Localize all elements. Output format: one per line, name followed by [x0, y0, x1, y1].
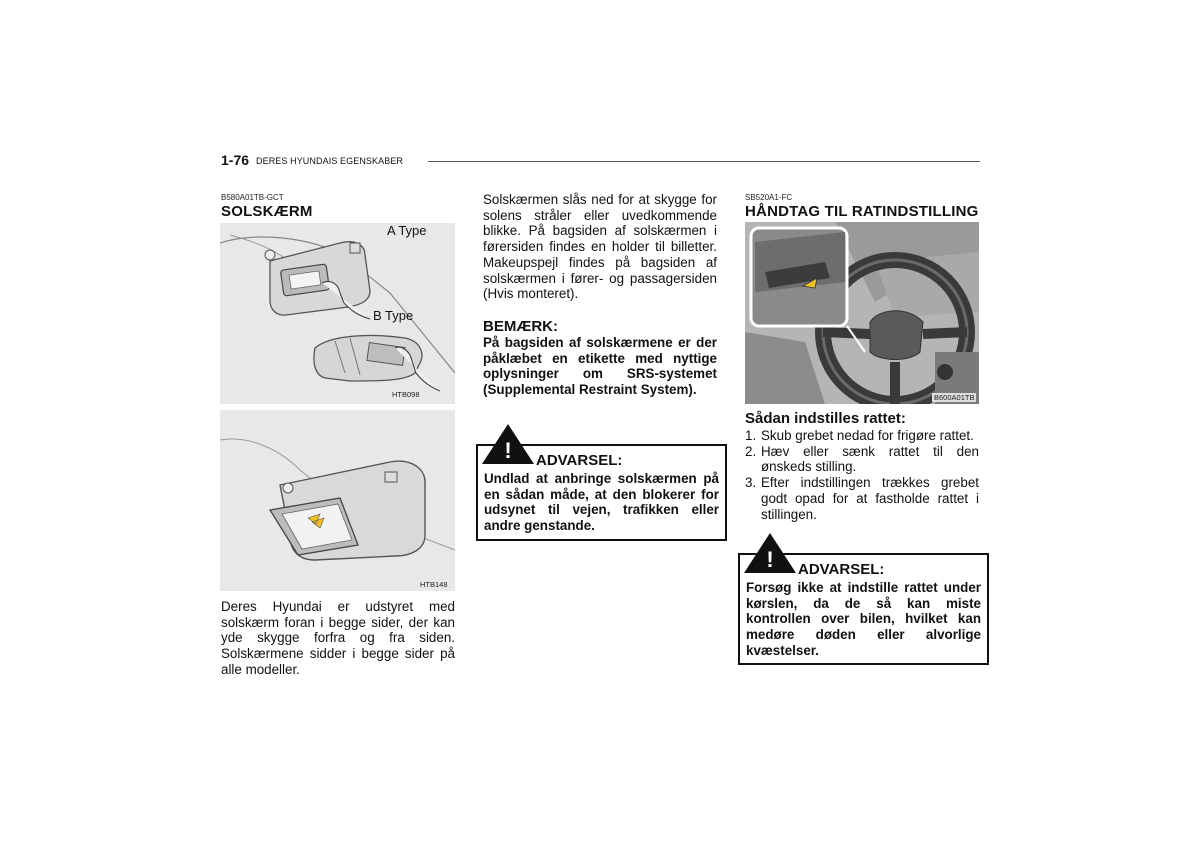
warning-box	[476, 438, 727, 541]
list-item: 3. Efter indstillingen trækkes grebet godt opad for at fastholde rattet i stillingen.	[745, 475, 979, 522]
page-number: 1-76	[221, 152, 250, 168]
svg-text:!: !	[504, 438, 512, 463]
sunvisor-intro-text: Deres Hyundai er udstyret med solskærm foran i begge sider, der kan yde skygge forfra og fra siden. Solskærmene sidder i begge sider på alle modeller.	[221, 599, 455, 677]
sunvisor-figure-types	[220, 223, 455, 404]
note-title: BEMÆRK:	[483, 318, 558, 335]
warning-text: Undlad at anbringe solskærmen på en sådan måde, at den blokerer for udsynet til vejen, trafikken eller andre genstande.	[484, 471, 719, 534]
section-heading: SOLSKÆRM	[221, 203, 313, 220]
figure-code: HTB098	[392, 390, 420, 399]
figure-code: B600A01TB	[934, 393, 975, 402]
section-title: DERES HYUNDAIS EGENSKABER	[256, 156, 404, 166]
instruction-list	[745, 428, 979, 522]
list-item: 2. Hæv eller sænk rattet til den ønskeds stilling.	[745, 443, 979, 475]
warning-title: ADVARSEL:	[798, 561, 885, 578]
header-rule	[428, 161, 980, 162]
list-item: 1. Skub grebet nedad for frigøre rattet.	[745, 428, 974, 443]
sunvisor-figure-mirror	[220, 410, 455, 591]
warning-title: ADVARSEL:	[536, 452, 623, 469]
section-heading: HÅNDTAG TIL RATINDSTILLING	[745, 203, 979, 220]
type-b-label: B Type	[373, 308, 414, 323]
warning-box	[738, 547, 989, 665]
svg-text:!: !	[766, 547, 774, 572]
sunvisor-illustration-ab	[220, 223, 455, 404]
section-code: B580A01TB-GCT	[221, 193, 284, 202]
steering-figure	[745, 222, 979, 404]
warning-text: Forsøg ikke at indstille rattet under kørslen, da de så kan miste kontrollen over bilen, hvilket kan medøre døden eller alvorlige kvæstelser.	[746, 580, 981, 658]
warning-icon	[742, 531, 798, 575]
warning-icon	[480, 422, 536, 466]
sunvisor-mirror-illustration	[220, 410, 455, 591]
note-text: På bagsiden af solskærmene er der påklæbet en etikette med nyttige oplysninger om SRS-systemet (Supplemental Restraint System).	[483, 335, 717, 398]
figure-code: HTB148	[420, 580, 448, 589]
sunvisor-description-text: Solskærmen slås ned for at skygge for solens stråler eller uvedkommende blikke. På bagsiden af solskærmen i førersiden findes en holder til billetter. Makeupspejl findes på bagsiden af solskærmen i fører- og passagersiden (Hvis monteret).	[483, 192, 717, 302]
instructions-title: Sådan indstilles rattet:	[745, 410, 906, 427]
steering-illustration	[745, 222, 979, 404]
type-a-label: A Type	[387, 223, 427, 238]
section-code: SB520A1-FC	[745, 193, 793, 202]
